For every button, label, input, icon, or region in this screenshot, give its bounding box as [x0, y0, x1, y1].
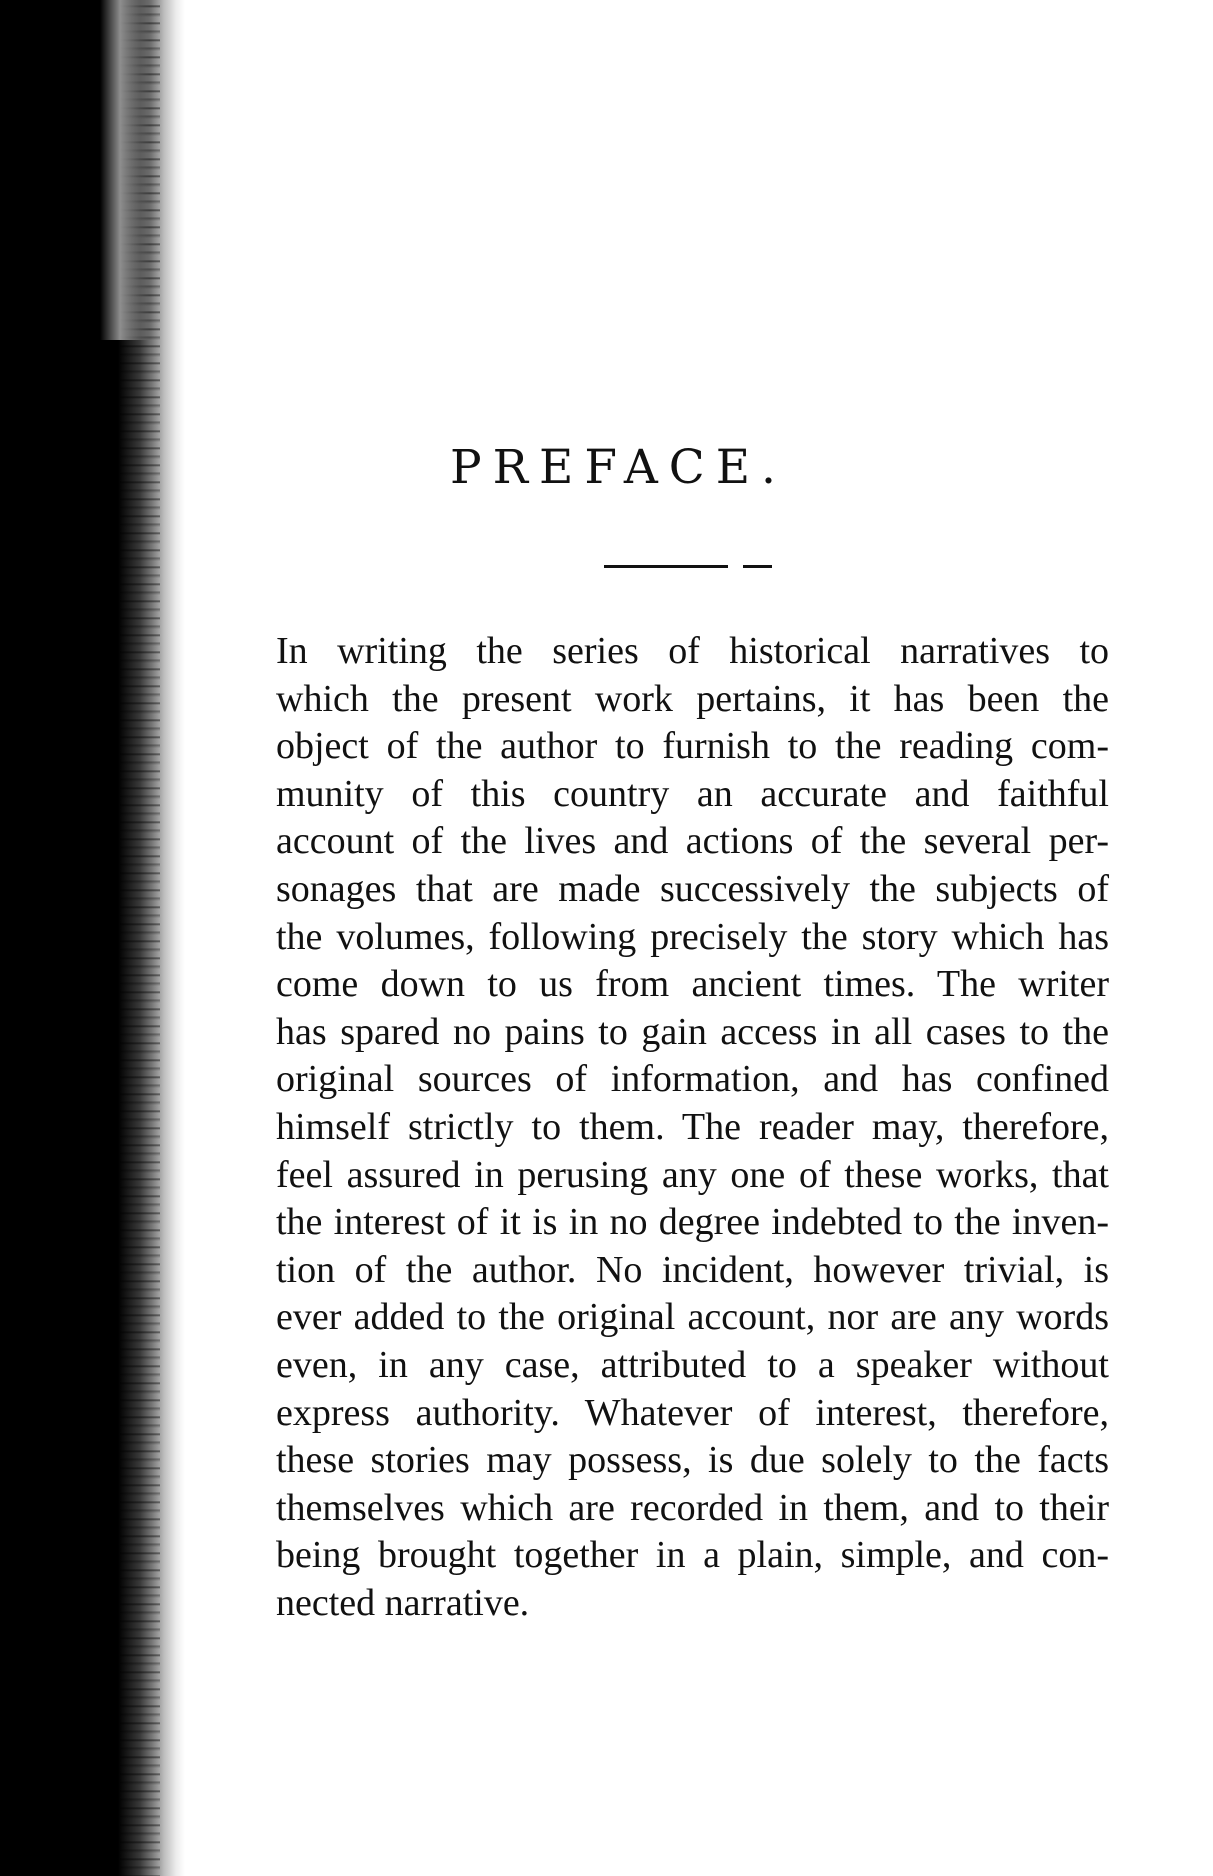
text-line: original sources of information, and has confined: [276, 1058, 1109, 1101]
text-line: themselves which are recorded in them, and to their: [276, 1486, 1109, 1529]
page-title: PREFACE.: [450, 440, 787, 495]
text-line: come down to us from ancient times. The writer: [276, 963, 1109, 1006]
text-line: even, in any case, attributed to a speaker without: [276, 1343, 1109, 1386]
text-line: the interest of it is in no degree indebted to the inven-: [276, 1201, 1109, 1244]
text-line: has spared no pains to gain access in all cases to the: [276, 1010, 1109, 1053]
title-rule-short: [743, 565, 772, 568]
text-line: account of the lives and actions of the several per-: [276, 820, 1109, 863]
text-line: feel assured in perusing any one of these works, that: [276, 1153, 1109, 1196]
preface-body: [276, 628, 1109, 1627]
text-line: the volumes, following precisely the story which has: [276, 915, 1109, 958]
text-line: nected narrative.: [276, 1581, 530, 1624]
text-line: express authority. Whatever of interest, therefore,: [276, 1391, 1109, 1434]
text-line: In writing the series of historical narratives to: [276, 630, 1109, 672]
text-line: tion of the author. No incident, however trivial, is: [276, 1248, 1109, 1291]
text-line: which the present work pertains, it has been the: [276, 677, 1109, 720]
text-line: sonages that are made successively the subjects of: [276, 867, 1109, 910]
title-rule-long: [604, 565, 728, 568]
text-line: ever added to the original account, nor are any words: [276, 1296, 1109, 1339]
binding-fade: [100, 0, 150, 340]
text-line: himself strictly to them. The reader may, therefore,: [276, 1105, 1109, 1148]
binding-shadow: [0, 0, 185, 1876]
text-line: munity of this country an accurate and faithful: [276, 772, 1109, 815]
text-line: object of the author to furnish to the reading com-: [276, 725, 1109, 768]
text-line: being brought together in a plain, simple, and con-: [276, 1534, 1109, 1577]
text-line: these stories may possess, is due solely to the facts: [276, 1439, 1109, 1482]
